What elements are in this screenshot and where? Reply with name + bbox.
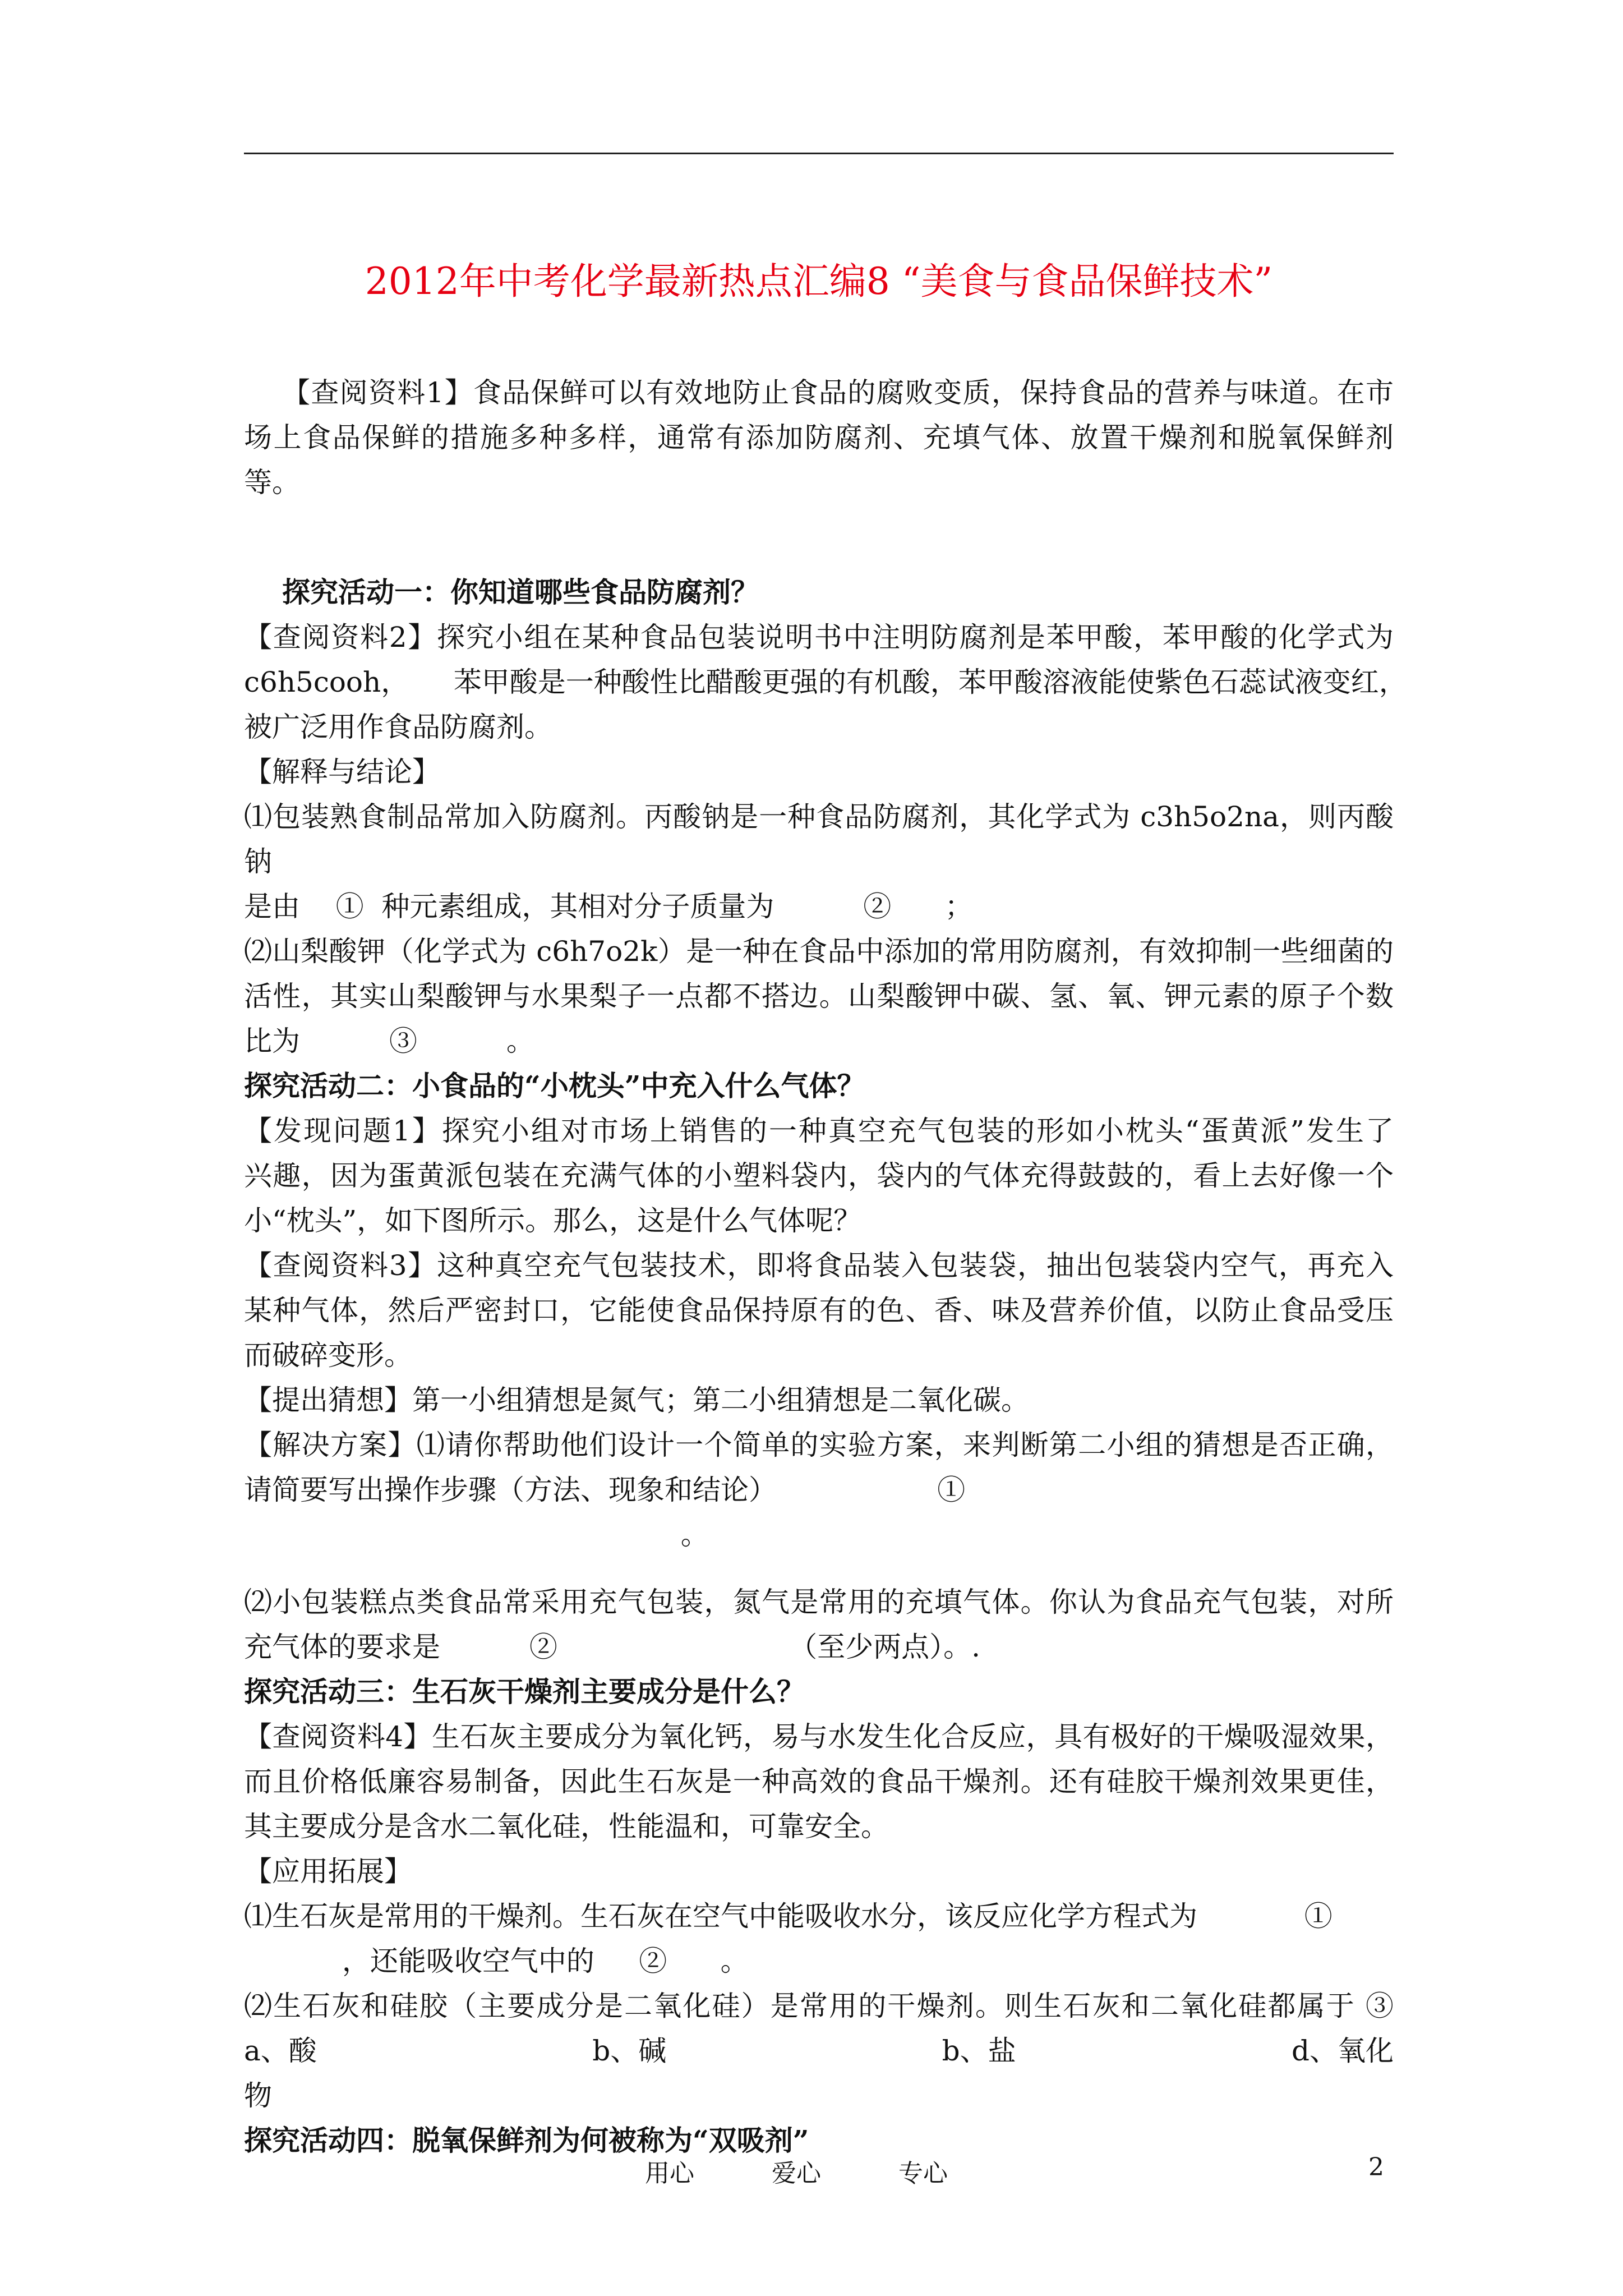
text-line: 兴趣，因为蛋黄派包装在充满气体的小塑料袋内，袋内的气体充得鼓鼓的，看上去好像一个 xyxy=(244,1159,1394,1192)
text-line: 而且价格低廉容易制备，因此生石灰是一种高效的食品干燥剂。还有硅胶干燥剂效果更佳， xyxy=(244,1765,1394,1798)
question-line: ⑵山梨酸钾（化学式为 c6h7o2k）是一种在食品中添加的常用防腐剂，有效抑制一些细菌的 xyxy=(244,935,1394,968)
question-line: 【解决方案】⑴请你帮助他们设计一个简单的实验方案，来判断第二小组的猜想是否正确， xyxy=(244,1429,1394,1461)
option-d: d、氧化 xyxy=(1291,2035,1394,2067)
question-line: 请简要写出操作步骤（方法、现象和结论） ① xyxy=(244,1474,966,1506)
question-line: ⑵小包装糕点类食品常采用充气包装，氮气是常用的充填气体。你认为食品充气包装，对所 xyxy=(244,1586,1394,1618)
question-line: 比为 ③ 。 xyxy=(244,1025,534,1057)
text-line: 【提出猜想】第一小组猜想是氮气；第二小组猜想是二氧化碳。 xyxy=(244,1384,1029,1416)
text-line: 【查阅资料4】生石灰主要成分为氧化钙，易与水发生化合反应，具有极好的干燥吸湿效果， xyxy=(244,1720,1394,1753)
option-b: b、碱 xyxy=(592,2035,667,2067)
section-heading: 探究活动四：脱氧保鲜剂为何被称为“双吸剂” xyxy=(244,2124,809,2157)
footer-word: 专心 xyxy=(898,2159,948,2188)
text-line: 【查阅资料2】探究小组在某种食品包装说明书中注明防腐剂是苯甲酸，苯甲酸的化学式为 xyxy=(244,621,1394,654)
footer-motto xyxy=(645,2153,948,2189)
header-rule xyxy=(244,153,1394,154)
text-line: 被广泛用作食品防腐剂。 xyxy=(244,711,552,743)
text-line: 小“枕头”，如下图所示。那么，这是什么气体呢？ xyxy=(244,1204,862,1237)
section-heading: 探究活动三：生石灰干燥剂主要成分是什么？ xyxy=(244,1675,805,1708)
question-line: ⑴包装熟食制品常加入防腐剂。丙酸钠是一种食品防腐剂，其化学式为 c3h5o2na，则丙酸钠 xyxy=(244,800,1394,878)
question-line: 是由 ① 种元素组成，其相对分子质量为 ② ； xyxy=(244,890,973,923)
question-line: ，还能吸收空气中的 ② 。 xyxy=(244,1945,749,1977)
question-line: ⑵生石灰和硅胶（主要成分是二氧化硅）是常用的干燥剂。则生石灰和二氧化硅都属于 ③ xyxy=(244,1990,1394,2022)
text-line: 而破碎变形。 xyxy=(244,1339,412,1372)
document-body xyxy=(244,370,1407,2163)
question-line: 。 xyxy=(244,1519,709,1551)
footer-word: 爱心 xyxy=(772,2159,821,2188)
subheading: 【应用拓展】 xyxy=(244,1855,412,1888)
text-line: 【查阅资料3】这种真空充气包装技术，即将食品装入包装袋，抽出包装袋内空气，再充入 xyxy=(244,1249,1394,1282)
text-line: 等。 xyxy=(244,466,300,499)
option-c: b、盐 xyxy=(942,2035,1016,2067)
question-line: 活性，其实山梨酸钾与水果梨子一点都不搭边。山梨酸钾中碳、氢、氧、钾元素的原子个数 xyxy=(244,980,1394,1013)
text-line: 场上食品保鲜的措施多种多样，通常有添加防腐剂、充填气体、放置干燥剂和脱氧保鲜剂 xyxy=(244,421,1394,454)
text-line: 【查阅资料1】食品保鲜可以有效地防止食品的腐败变质，保持食品的营养与味道。在市 xyxy=(282,376,1394,409)
question-line: ⑴生石灰是常用的干燥剂。生石灰在空气中能吸收水分，该反应化学方程式为 ① xyxy=(244,1900,1332,1932)
section-heading: 探究活动二：小食品的“小枕头”中充入什么气体？ xyxy=(244,1069,865,1102)
footer-word: 用心 xyxy=(645,2159,694,2188)
text-line: 某种气体，然后严密封口，它能使食品保持原有的色、香、味及营养价值，以防止食品受压 xyxy=(244,1294,1394,1327)
text-line: 【发现问题1】探究小组对市场上销售的一种真空充气包装的形如小枕头“蛋黄派”发生了 xyxy=(244,1115,1394,1147)
text-line: c6h5cooh， 苯甲酸是一种酸性比醋酸更强的有机酸，苯甲酸溶液能使紫色石蕊试液变红， xyxy=(244,666,1407,698)
section-heading: 探究活动一：你知道哪些食品防腐剂？ xyxy=(282,576,759,609)
document-title: 2012年中考化学最新热点汇编8 “美食与食品保鲜技术” xyxy=(365,260,1273,303)
text-line: 其主要成分是含水二氧化硅，性能温和，可靠安全。 xyxy=(244,1810,889,1843)
subheading: 【解释与结论】 xyxy=(244,756,440,788)
answer-options xyxy=(244,2028,1394,2073)
option-wrap: 物 xyxy=(244,2079,272,2112)
option-a: a、酸 xyxy=(244,2035,317,2067)
page-number: 2 xyxy=(1368,2153,1384,2182)
question-line: 充气体的要求是 ② （至少两点）。. xyxy=(244,1631,981,1663)
